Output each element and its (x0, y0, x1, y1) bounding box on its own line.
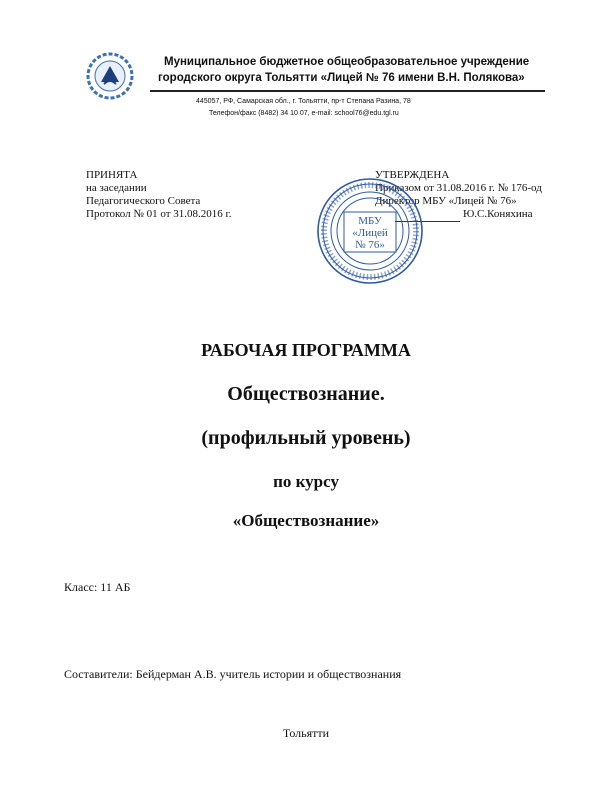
approved-title: УТВЕРЖДЕНА (375, 169, 450, 181)
stamp-text-1: МБУ (358, 215, 382, 227)
approved-line2: Директор МБУ «Лицей № 76» (375, 195, 517, 207)
subject-title: Обществознание. (227, 383, 385, 405)
class-line: Класс: 11 АБ (64, 580, 131, 594)
authors-line: Составители: Бейдерман А.В. учитель истории и обществознания (64, 667, 402, 681)
accepted-title: ПРИНЯТА (86, 169, 138, 181)
approved-signer: Ю.С.Коняхина (463, 208, 533, 220)
approved-line1: Приказом от 31.08.2016 г. № 176-од (375, 182, 542, 194)
org-name-line2: городского округа Тольятти «Лицей № 76 имени В.Н. Полякова» (158, 72, 525, 84)
official-stamp (315, 176, 425, 286)
org-name-line1: Муниципальное бюджетное общеобразовательное учреждение (164, 56, 530, 68)
city-footer: Тольятти (282, 726, 330, 740)
document-title: РАБОЧАЯ ПРОГРАММА (201, 340, 411, 360)
org-contacts: Телефон/факс (8482) 34 10 07, e-mail: school76@edu.tgl.ru (209, 110, 399, 117)
stamp-text-2: «Лицей (352, 227, 388, 239)
accepted-line1: на заседании (86, 182, 147, 194)
school-logo (86, 52, 134, 100)
org-address: 445057, РФ, Самарская обл., г. Тольятти, пр-т Степана Разина, 78 (196, 98, 411, 105)
course-prefix: по курсу (273, 472, 339, 491)
course-name: «Обществознание» (232, 511, 380, 530)
stamp-text-3: № 76» (355, 239, 385, 251)
accepted-line2: Педагогического Совета (86, 195, 201, 207)
accepted-line3: Протокол № 01 от 31.08.2016 г. (86, 208, 232, 220)
header-divider (150, 90, 545, 92)
level-title: (профильный уровень) (201, 427, 411, 449)
